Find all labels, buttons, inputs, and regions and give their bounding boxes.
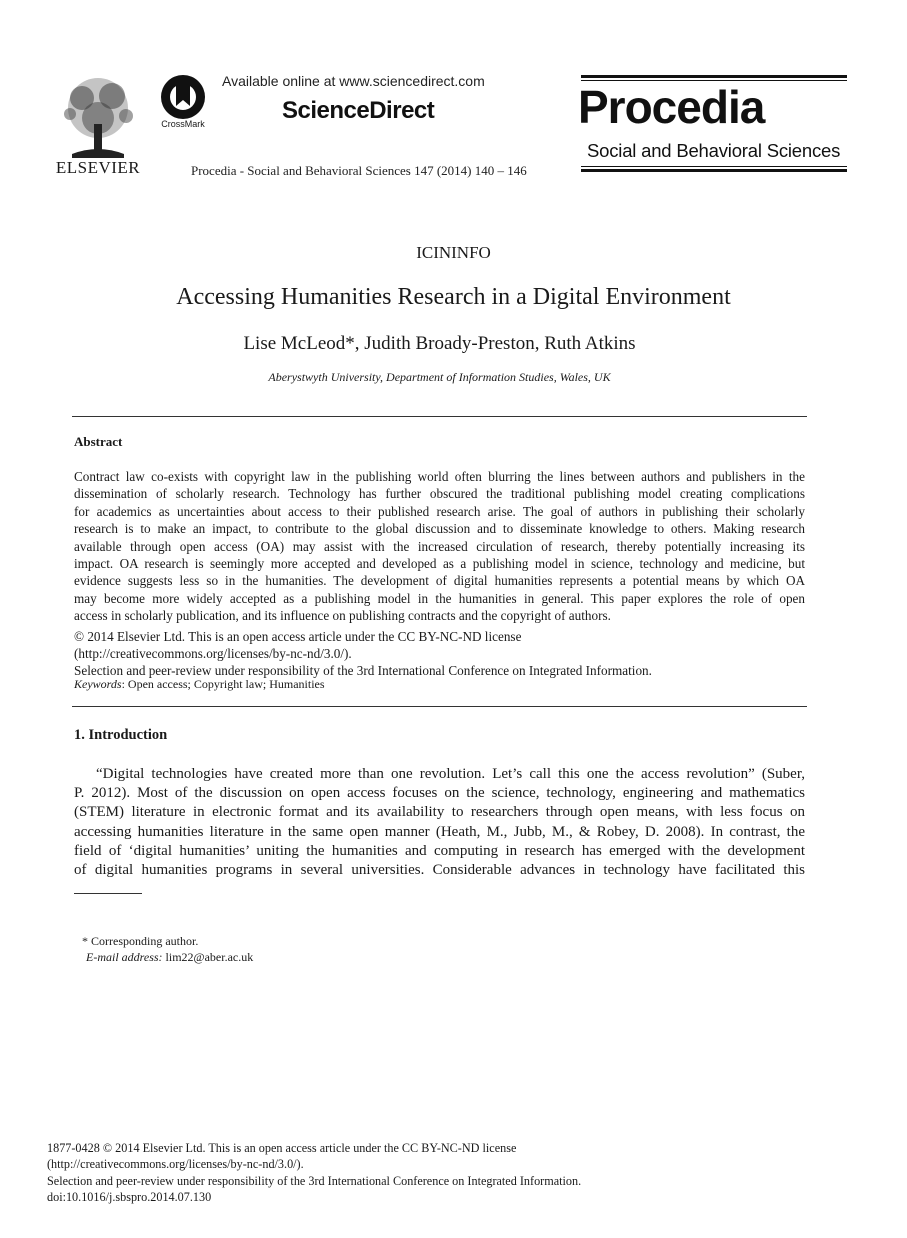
sciencedirect-wordmark: ScienceDirect — [282, 97, 435, 124]
procedia-subtitle: Social and Behavioral Sciences — [587, 140, 841, 161]
divider — [72, 706, 807, 707]
abstract-line: research is to make an impact, to contribute to the global discussion and to disseminate knowledge to others. Making research — [74, 521, 805, 537]
introduction-body — [74, 765, 805, 880]
paper-title: Accessing Humanities Research in a Digital Environment — [176, 284, 731, 310]
intro-line: of digital humanities programs in several universities. Considerable advances in technology have facilitated this — [74, 862, 805, 879]
abstract-heading: Abstract — [74, 434, 123, 449]
elsevier-wordmark: ELSEVIER — [55, 158, 141, 177]
abstract-line: for academics as uncertainties about access to their published research arise. The goal of authors in publishing their scholarly — [74, 503, 805, 519]
footer-peer-review: Selection and peer-review under responsibility of the 3rd International Conference on Integrated Information. — [47, 1173, 582, 1188]
page-footer — [47, 1140, 747, 1205]
doi[interactable]: doi:10.1016/j.sbspro.2014.07.130 — [47, 1189, 212, 1204]
divider — [72, 416, 807, 417]
procedia-rule — [581, 166, 847, 167]
intro-line: P. 2012). Most of the discussion on open access focuses on the science, technology, engineering and mathematics — [74, 785, 805, 802]
procedia-wordmark: Procedia — [578, 81, 765, 133]
procedia-rule — [581, 75, 847, 78]
license-link[interactable]: (http://creativecommons.org/licenses/by-nc-nd/3.0/). — [74, 646, 352, 661]
intro-line: accessing humanities literature in the same open manner (Heath, M., Jubb, M., & Robey, D. 2008). In contrast, the — [74, 823, 805, 840]
journal-reference: Procedia - Social and Behavioral Sciences 147 (2014) 140 – 146 — [191, 163, 527, 178]
footer-license-link[interactable]: (http://creativecommons.org/licenses/by-nc-nd/3.0/). — [47, 1157, 304, 1172]
crossmark-label: CrossMark — [161, 119, 205, 129]
abstract-body — [74, 468, 805, 625]
email-address[interactable]: lim22@aber.ac.uk — [162, 950, 254, 964]
corresponding-author-note: * Corresponding author. — [82, 934, 199, 948]
conference-name: ICININFO — [416, 243, 491, 262]
keywords-line — [74, 677, 325, 692]
intro-line: “Digital technologies have created more than one revolution. Let’s call this one the access revolution” (Suber, — [96, 766, 805, 782]
keywords-list: : Open access; Copyright law; Humanities — [121, 677, 325, 691]
abstract-line: may become more widely accepted as a publishing model in the humanities in general. This paper explores the role of open — [74, 590, 805, 606]
abstract-line: evidence suggests less so in the humanities. The development of digital humanities represents a potential means by which OA — [74, 573, 805, 589]
footnote-rule — [74, 893, 142, 894]
author-list: Lise McLeod*, Judith Broady-Preston, Ruth Atkins — [243, 333, 636, 354]
procedia-rule — [581, 169, 847, 172]
issn-line: 1877-0428 © 2014 Elsevier Ltd. This is an open access article under the CC BY-NC-ND license — [47, 1141, 517, 1155]
abstract-line: access in scholarly publication, and its influence on publishing contracts and the copyright of authors. — [74, 608, 611, 624]
abstract-line: Contract law co-exists with copyright law in the publishing world often blurring the lines between authors and publishers in the — [74, 469, 805, 484]
intro-line: (STEM) literature in electronic format and its availability to researchers through open means, with less focus on — [74, 804, 805, 821]
intro-line: field of ‘digital humanities’ uniting the humanities and computing in research has emerged with the development — [74, 842, 805, 859]
email-note — [86, 950, 253, 965]
available-online-text: Available online at www.sciencedirect.com — [222, 73, 485, 89]
abstract-line: available through open access (OA) may assist with the increased circulation of research, thereby potentially increasing its — [74, 538, 805, 554]
copyright-line: © 2014 Elsevier Ltd. This is an open access article under the CC BY-NC-ND license — [74, 629, 522, 644]
abstract-line: impact. OA research is seemingly more accepted and developed as a publishing model in science, technology and medicine, but — [74, 556, 805, 572]
email-label: E-mail address: — [86, 950, 163, 964]
author-affiliation: Aberystwyth University, Department of Information Studies, Wales, UK — [268, 370, 611, 384]
keywords-label: Keywords — [74, 677, 122, 691]
peer-review-line: Selection and peer-review under responsibility of the 3rd International Conference on Integrated Information. — [74, 663, 652, 678]
section-heading-introduction: 1. Introduction — [74, 727, 168, 743]
copyright-block — [74, 628, 805, 679]
abstract-line: dissemination of scholarly research. Technology has further obscured the traditional publishing model creating complications — [74, 486, 805, 502]
